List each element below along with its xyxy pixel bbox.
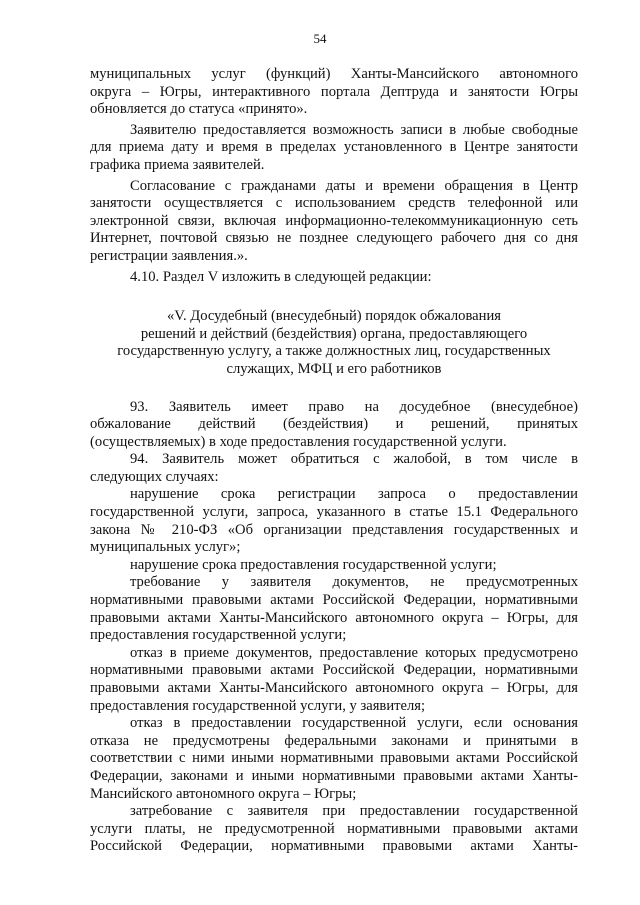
text-line: отказа не предусмотрены федеральными законами и принятыми в bbox=[90, 732, 578, 749]
paragraph bbox=[90, 66, 578, 119]
paragraph bbox=[90, 269, 578, 287]
text-line: муниципальных услуг»; bbox=[90, 539, 241, 556]
heading-line: служащих, МФЦ и его работников bbox=[226, 360, 442, 377]
text-line: требование у заявителя документов, не предусмотренных bbox=[130, 574, 578, 591]
text-line: нормативными правовыми актами Российской Федерации, нормативными bbox=[90, 662, 578, 679]
text-line: муниципальных услуг (функций) Ханты-Мансийского автономного bbox=[90, 66, 578, 82]
text-line: правовыми актами Ханты-Мансийского автономного округа – Югры, для bbox=[90, 609, 578, 626]
list-item bbox=[90, 486, 578, 556]
text-line: графика приема заявителей. bbox=[90, 156, 265, 173]
clause bbox=[90, 399, 578, 452]
text-line: Заявителю предоставляется возможность записи в любые свободные bbox=[130, 121, 578, 138]
text-line: правовыми актами Ханты-Мансийского автономного округа – Югры, для bbox=[90, 680, 578, 696]
text-line: предоставления государственной услуги, у заявителя; bbox=[90, 697, 426, 714]
section-heading bbox=[90, 308, 578, 378]
list-item bbox=[90, 574, 578, 644]
text-line: нарушение срока предоставления государственной услуги; bbox=[130, 556, 497, 573]
text-line: Российской Федерации, нормативными правовыми актами Ханты- bbox=[90, 838, 578, 855]
text-line: затребование с заявителя при предоставлении государственной bbox=[130, 803, 578, 820]
list-item bbox=[90, 557, 578, 575]
text-line: нормативными правовыми актами Российской Федерации, нормативными bbox=[90, 592, 578, 609]
text-line: отказ в приеме документов, предоставление которых предусмотрено bbox=[130, 644, 578, 661]
text-line: Мансийского автономного округа – Югры; bbox=[90, 785, 357, 802]
text-line: Интернет, почтовой связью не позднее следующего рабочего дня со дня bbox=[90, 230, 578, 247]
text-line: электронной связи, включая информационно-телекоммуникационную сеть bbox=[90, 212, 578, 229]
text-line: государственной услуги, запроса, указанного в статье 15.1 Федерального bbox=[90, 504, 578, 521]
text-line: предоставления государственной услуги; bbox=[90, 627, 347, 644]
text-line: следующих случаях: bbox=[90, 468, 219, 485]
text-line: округа – Югры, интерактивного портала Дептруда и занятости Югры bbox=[90, 83, 578, 100]
text-line: (осуществляемых) в ходе предоставления государственной услуги. bbox=[90, 433, 507, 450]
list-item bbox=[90, 715, 578, 803]
list-item bbox=[90, 645, 578, 715]
document-body bbox=[90, 66, 578, 856]
text-line: отказ в предоставлении государственной услуги, если основания bbox=[130, 715, 578, 732]
paragraph bbox=[90, 122, 578, 175]
text-line: 4.10. Раздел V изложить в следующей редакции: bbox=[130, 268, 432, 285]
text-line: обновляется до статуса «принято». bbox=[90, 101, 308, 118]
text-line: обжалование действий (бездействия) и решений, принятых bbox=[90, 416, 578, 433]
heading-line: государственную услугу, а также должностных лиц, государственных bbox=[117, 343, 551, 360]
text-line: занятости осуществляется с использованием средств телефонной или bbox=[90, 195, 578, 212]
page-number: 54 bbox=[313, 31, 327, 46]
text-line: закона № 210-ФЗ «Об организации представления государственных и bbox=[90, 521, 578, 538]
text-line: услуги платы, не предусмотренной нормативными правовыми актами bbox=[90, 820, 578, 837]
clause bbox=[90, 451, 578, 486]
paragraph bbox=[90, 178, 578, 266]
text-line: нарушение срока регистрации запроса о предоставлении bbox=[130, 486, 578, 503]
text-line: регистрации заявления.». bbox=[90, 247, 248, 264]
text-line: для приема дату и время в пределах установленного в Центре занятости bbox=[90, 139, 578, 156]
text-line: Федерации, законами и иными нормативными правовыми актами Ханты- bbox=[90, 767, 578, 784]
text-line: 94. Заявитель может обратиться с жалобой, в том числе в bbox=[130, 451, 578, 468]
text-line: соответствии с ними иными нормативными правовыми актами Российской bbox=[90, 750, 578, 767]
heading-line: «V. Досудебный (внесудебный) порядок обжалования bbox=[167, 308, 501, 325]
list-item bbox=[90, 803, 578, 856]
text-line: 93. Заявитель имеет право на досудебное (внесудебное) bbox=[130, 398, 578, 415]
heading-line: решений и действий (бездействия) органа, предоставляющего bbox=[140, 325, 528, 342]
text-line: Согласование с гражданами даты и времени обращения в Центр bbox=[130, 177, 578, 194]
